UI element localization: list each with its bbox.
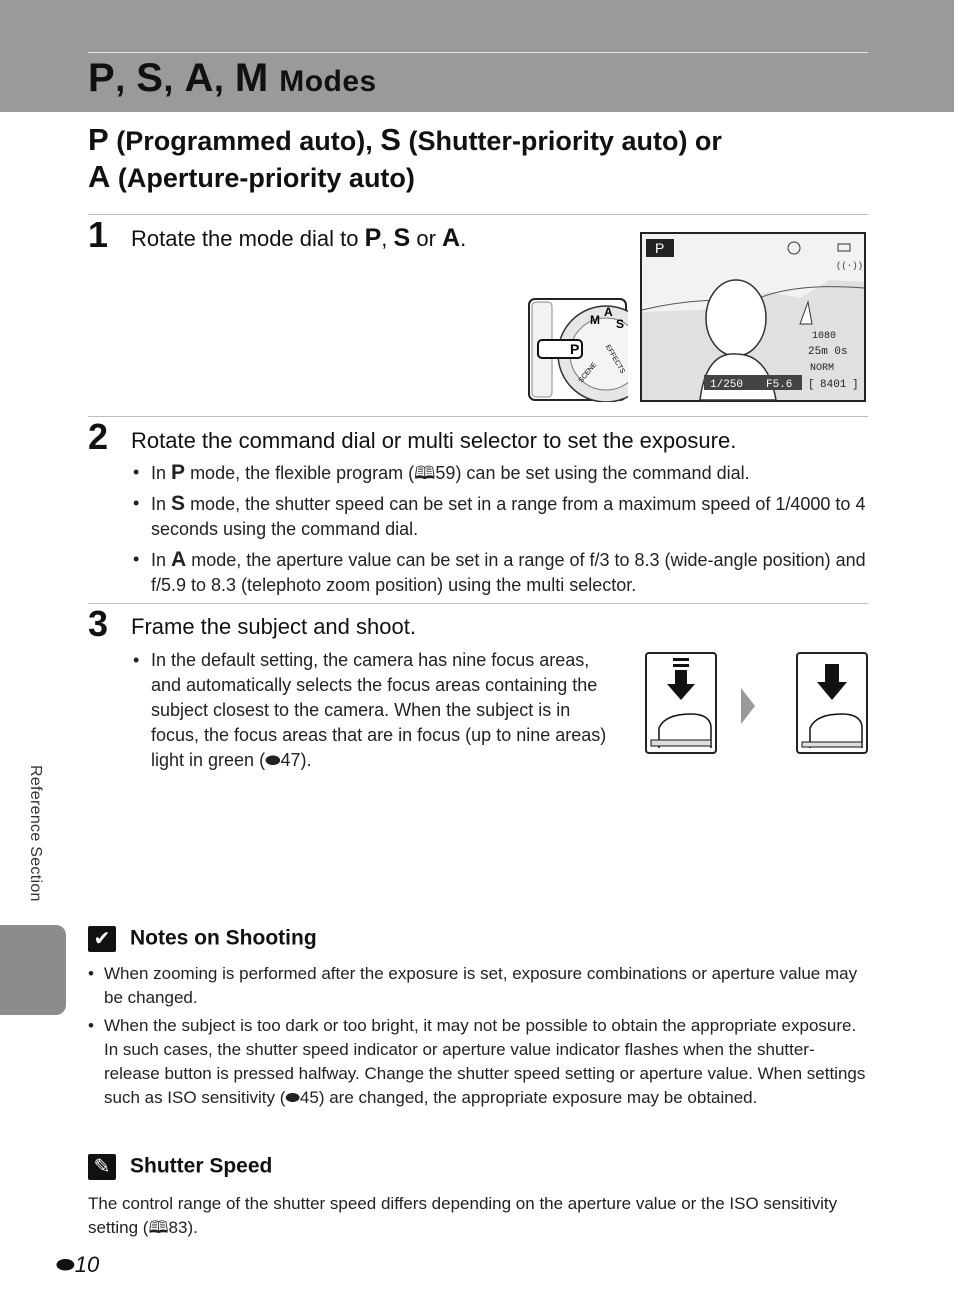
portrait-head	[706, 280, 766, 356]
half-press-mark	[673, 658, 689, 661]
vr-icon: ((·))	[836, 261, 864, 271]
bullet-dot: •	[88, 1016, 94, 1035]
shutter-paragraph	[88, 1192, 868, 1240]
header-rule	[88, 52, 868, 53]
bullet-text: mode, the aperture value can be set in a range of f/3 to 8.3 (wide-angle position) and f/5.9 to 8.3 (telephoto zoom position) using the multi selector.	[151, 550, 866, 595]
dial-label-a: A	[604, 305, 613, 319]
step2-bullets	[131, 460, 871, 603]
movie-time-remaining: 25m 0s	[808, 346, 848, 358]
page-number	[56, 1252, 99, 1278]
mode-dial-illustration	[528, 298, 628, 402]
step-number: 1	[88, 214, 109, 255]
bullet-pre: In	[151, 550, 167, 570]
book-icon: 🕮	[414, 463, 436, 483]
dial-label-scene: SCENE	[577, 361, 599, 385]
s-glyph: S	[393, 224, 411, 252]
page-ref[interactable]: 47	[280, 750, 301, 770]
or-word: or	[416, 226, 436, 251]
s-glyph: S	[380, 122, 401, 157]
dial-label-s: S	[616, 317, 625, 331]
step1-text	[131, 224, 466, 253]
note-text-end: ) are changed, the appropriate exposure may be obtained.	[318, 1088, 758, 1107]
step1-text-pre: Rotate the mode dial to	[131, 226, 359, 251]
bullet-pre: In	[151, 463, 167, 483]
p-glyph: P	[364, 224, 382, 252]
bullet-dot: •	[133, 493, 140, 513]
half-press-mark	[673, 664, 689, 667]
notes-heading	[88, 926, 317, 952]
bracket-open: [	[808, 379, 815, 391]
notes-heading-text: Notes on Shooting	[130, 926, 317, 950]
section-title-part1: (Programmed auto),	[116, 126, 373, 156]
bullet-text: mode, the shutter speed can be set in a range from a maximum speed of 1/4000 to 4 seconds using the command dial.	[151, 494, 866, 539]
step3-bullets	[131, 648, 621, 778]
s-glyph: S	[171, 492, 186, 515]
sep: ,	[381, 226, 388, 251]
p-glyph: P	[88, 122, 109, 157]
exposures-remaining: 8401	[820, 379, 847, 391]
page-ref[interactable]: 59	[435, 463, 456, 483]
period: .	[460, 226, 467, 251]
step-number: 2	[88, 416, 109, 457]
page-number-value: 10	[74, 1252, 100, 1277]
page-title	[88, 56, 377, 101]
dial-label-effects: EFFECTS	[603, 343, 626, 375]
step3-text: Frame the subject and shoot.	[131, 614, 416, 639]
movie-setting: 1080	[812, 331, 837, 342]
side-tab[interactable]	[0, 925, 66, 1015]
section-title	[88, 122, 848, 196]
sep: ,	[163, 58, 174, 99]
step-number: 3	[88, 603, 109, 644]
aperture-readout: F5.6	[766, 379, 793, 391]
page-ref[interactable]: 45	[299, 1088, 319, 1107]
dial-label-m: M	[590, 313, 600, 327]
m-glyph: M	[234, 56, 269, 100]
divider	[88, 603, 868, 604]
list-item	[88, 962, 868, 1010]
divider	[88, 416, 868, 417]
pencil-note-icon: ✎	[88, 1154, 116, 1180]
a-glyph: A	[171, 548, 187, 571]
section-title-part2: (Shutter-priority auto) or	[408, 126, 722, 156]
p-glyph: P	[88, 56, 116, 100]
bullet-dot: •	[88, 964, 94, 983]
shutter-speed-readout: 1/250	[710, 379, 744, 391]
check-note-icon: ✔	[88, 926, 116, 952]
bullet-dot: •	[133, 462, 140, 482]
list-item	[88, 1014, 868, 1110]
shutter-button	[651, 740, 711, 746]
bullet-text-end: ).	[300, 750, 312, 770]
bullet-pre: In	[151, 494, 167, 514]
reference-section-icon: ⬬	[265, 750, 281, 770]
note-text: When the subject is too dark or too bright, it may not be possible to obtain the appropriate exposure. In such cases, the shutter speed indicator or aperture value indicator flashes when the shutter-release button is pressed halfway. Change the shutter speed setting or aperture value. When settings such as ISO sensitivity (	[104, 1016, 866, 1107]
bullet-text-end: ) can be set using the command dial.	[455, 463, 750, 483]
notes-list	[88, 962, 868, 1114]
shutter-heading-text: Shutter Speed	[130, 1154, 273, 1178]
step2-text: Rotate the command dial or multi selector to set the exposure.	[131, 428, 737, 453]
bracket-close: ]	[852, 379, 859, 391]
list-item	[131, 547, 871, 598]
shutter-press-illustration	[645, 652, 869, 756]
list-item	[131, 648, 621, 773]
image-quality: NORM	[810, 363, 835, 374]
bullet-dot: •	[133, 549, 140, 569]
bullet-text: In the default setting, the camera has nine focus areas, and automatically selects the focus areas containing the subject closest to the camera. When the subject is in focus, the focus areas that are in focus (up to nine areas) light in green (	[151, 650, 607, 770]
section-title-part3: (Aperture-priority auto)	[117, 163, 415, 193]
modes-label: Modes	[279, 65, 377, 98]
dial-label-p: P	[570, 341, 580, 357]
side-section-label: Reference Section	[27, 765, 44, 902]
reference-section-icon: ⬬	[285, 1088, 300, 1107]
a-glyph: A	[88, 159, 111, 194]
monitor-illustration	[640, 232, 866, 402]
divider	[88, 214, 868, 215]
sep: ,	[115, 58, 126, 99]
a-glyph: A	[442, 224, 461, 252]
p-glyph: P	[171, 461, 186, 484]
a-glyph: A	[184, 56, 214, 100]
s-glyph: S	[136, 56, 164, 100]
note-text: When zooming is performed after the exposure is set, exposure combinations or aperture value may be changed.	[104, 964, 858, 1007]
mode-indicator: P	[655, 240, 665, 256]
shutter-heading	[88, 1154, 272, 1180]
reference-section-icon: ⬬	[56, 1252, 75, 1277]
list-item	[131, 460, 871, 486]
book-icon: 🕮	[148, 1218, 169, 1237]
shutter-button	[802, 742, 862, 747]
bullet-text: mode, the flexible program (	[190, 463, 415, 483]
paragraph-text-end: ).	[187, 1218, 198, 1237]
next-arrow-icon	[741, 688, 755, 724]
paragraph-text: The control range of the shutter speed differs depending on the aperture value or the ISO sensitivity setting (	[88, 1194, 838, 1237]
sep: ,	[213, 58, 225, 99]
bullet-dot: •	[133, 650, 140, 670]
list-item	[131, 491, 871, 542]
page-ref[interactable]: 83	[168, 1218, 188, 1237]
